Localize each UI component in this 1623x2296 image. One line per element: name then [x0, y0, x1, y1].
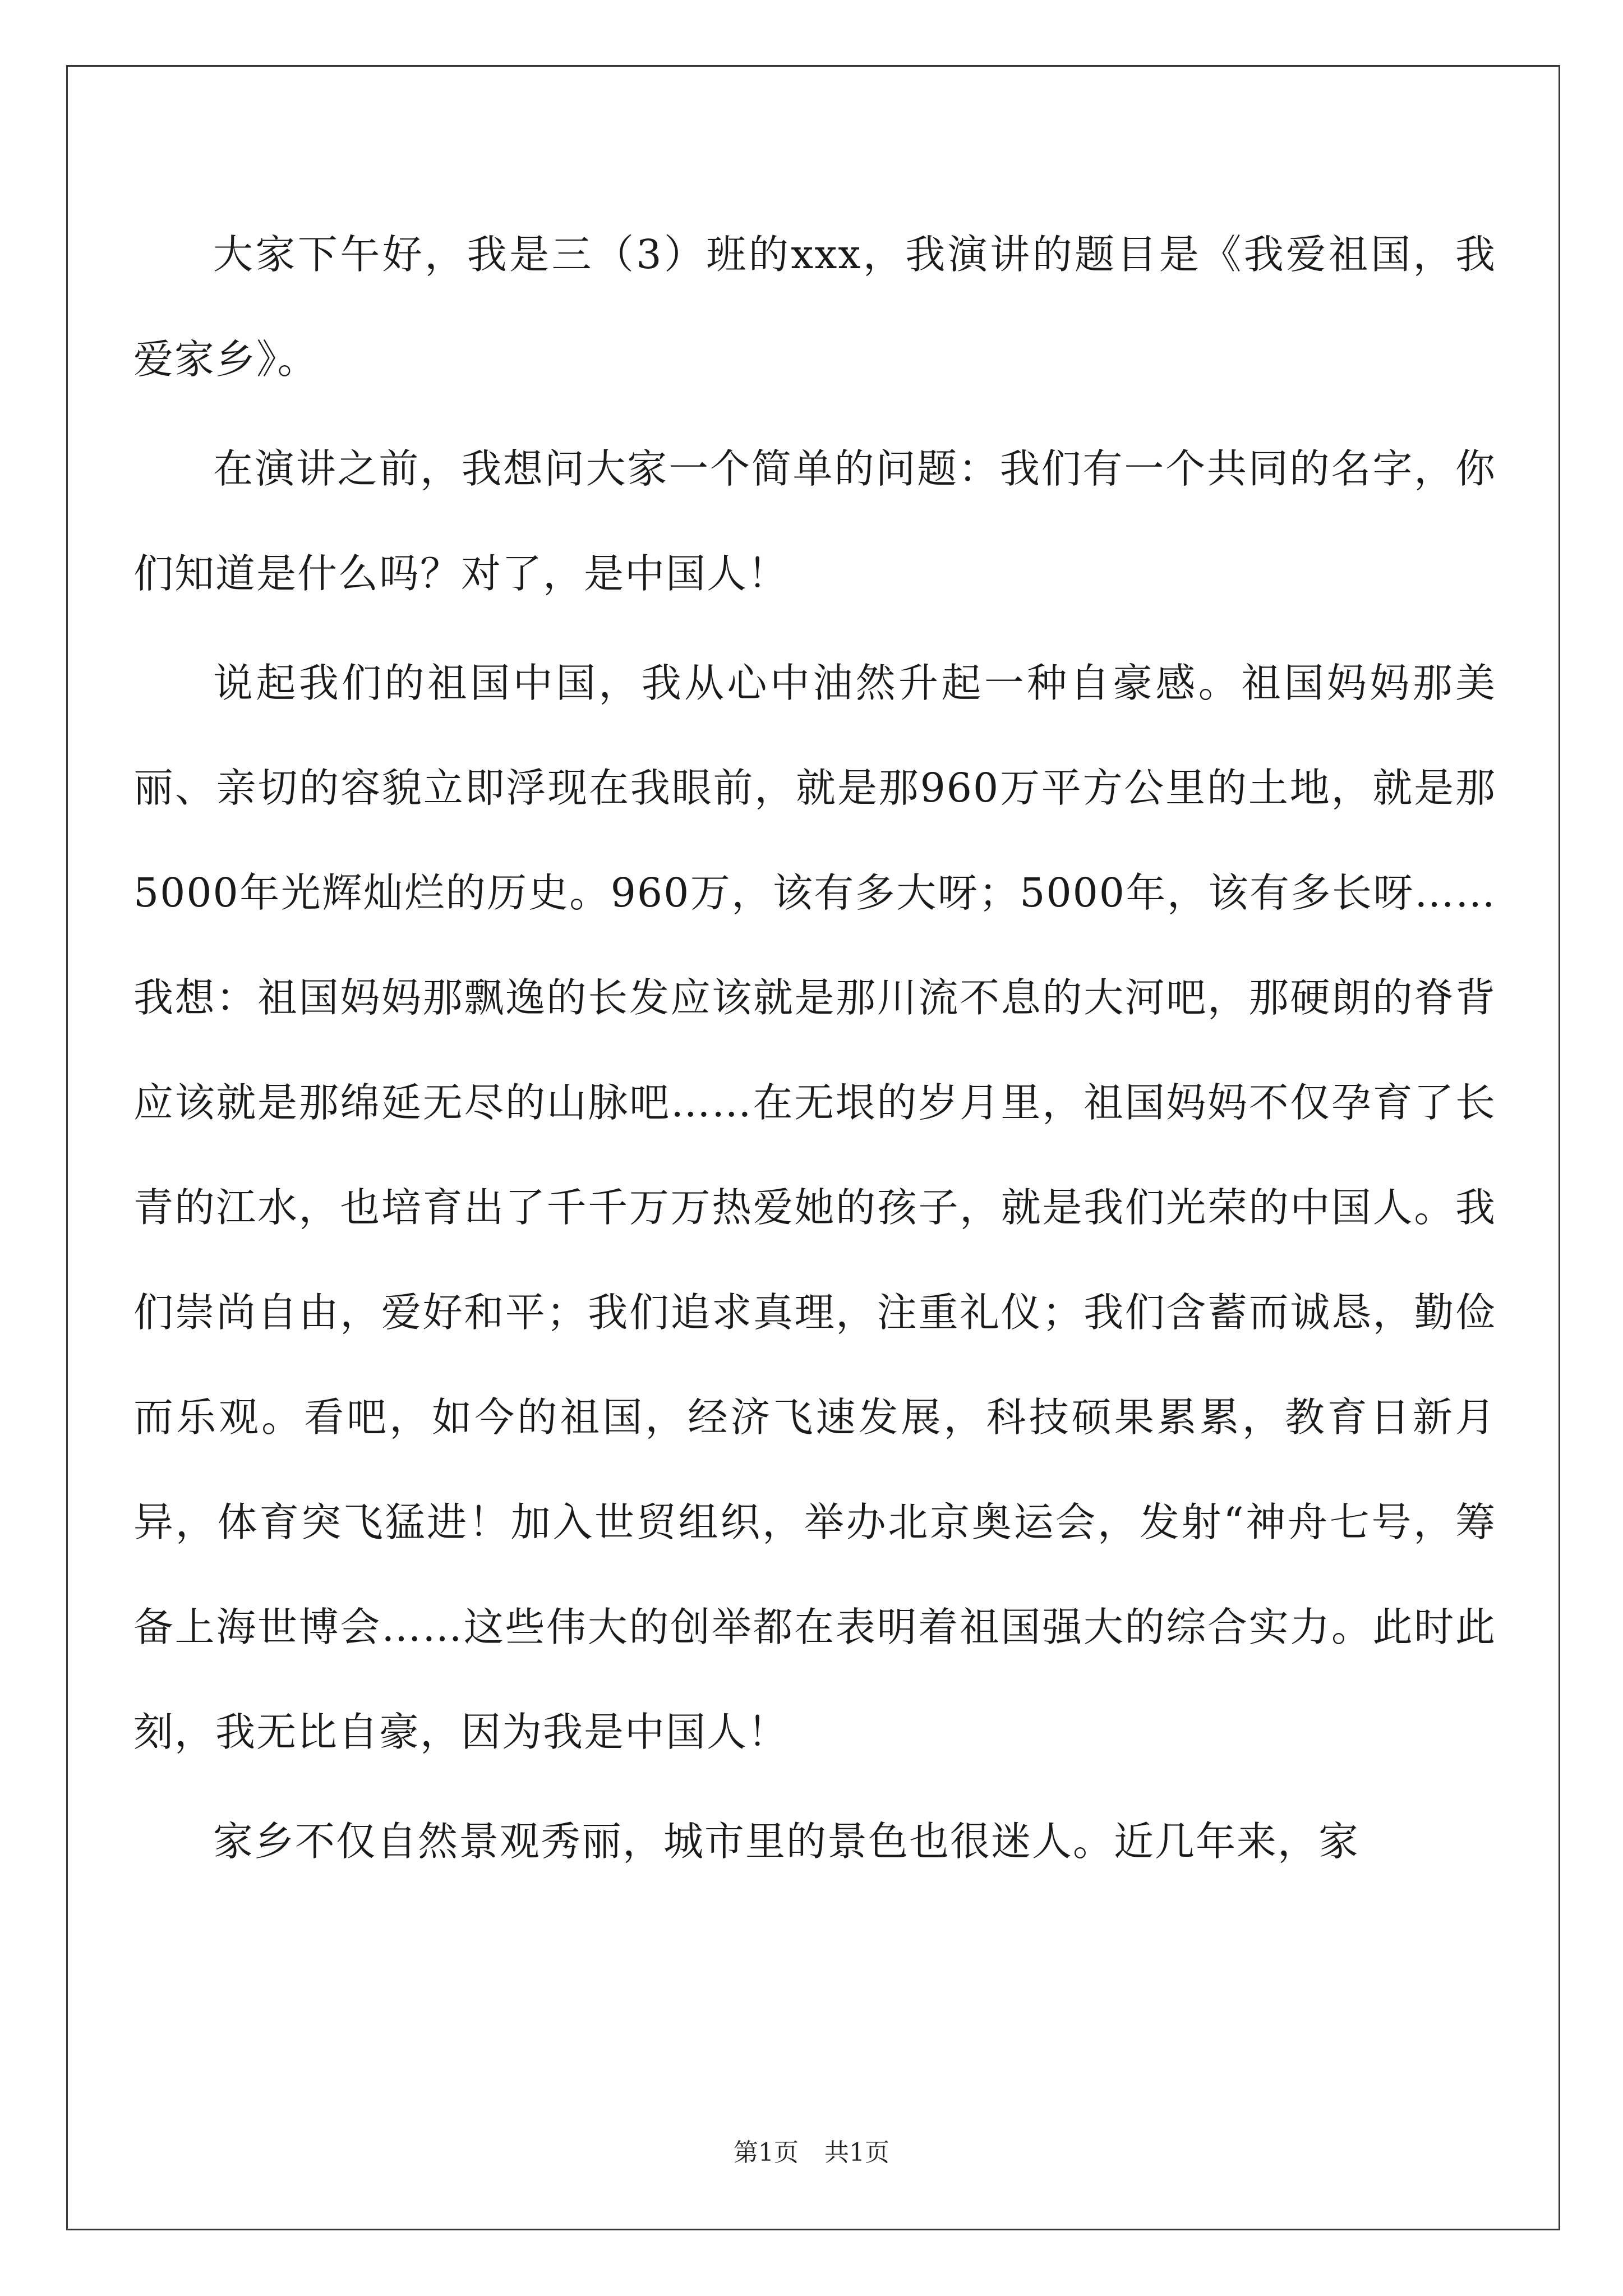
paragraph-greeting: 大家下午好，我是三（3）班的xxx，我演讲的题目是《我爱祖国，我爱家乡》。 [133, 231, 1496, 383]
document-body [133, 202, 1496, 2019]
paragraph-motherland: 说起我们的祖国中国，我从心中油然升起一种自豪感。祖国妈妈那美丽、亲切的容貌立即浮现在我眼前，就是那960万平方公里的土地，就是那5000年光辉灿烂的历史。960万，该有多大呀；5000年，该有多长呀……我想：祖国妈妈那飘逸的长发应该就是那川流不息的大河吧，那硬朗的脊背应该就是那绵延无尽的山脉吧……在无垠的岁月里，祖国妈妈不仅孕育了长青的江水，也培育出了千千万万热爱她的孩子，就是我们光荣的中国人。我们崇尚自由，爱好和平；我们追求真理，注重礼仪；我们含蓄而诚恳，勤俭而乐观。看吧，如今的祖国，经济飞速发展，科技硕果累累，教育日新月异，体育突飞猛进！加入世贸组织，举办北京奥运会，发射“神舟七号，筹备上海世博会……这些伟大的创举都在表明着祖国强大的综合实力。此时此刻，我无比自豪，因为我是中国人！ [133, 660, 1496, 1755]
paragraph-question: 在演讲之前，我想问大家一个简单的问题：我们有一个共同的名字，你们知道是什么吗？对了，是中国人！ [133, 445, 1496, 597]
page-footer [0, 2136, 1623, 2170]
page-total: 共1页 [824, 2138, 889, 2167]
page-number: 第1页 [734, 2138, 799, 2167]
paragraph-hometown: 家乡不仅自然景观秀丽，城市里的景色也很迷人。近几年来，家 [213, 1818, 1360, 1865]
